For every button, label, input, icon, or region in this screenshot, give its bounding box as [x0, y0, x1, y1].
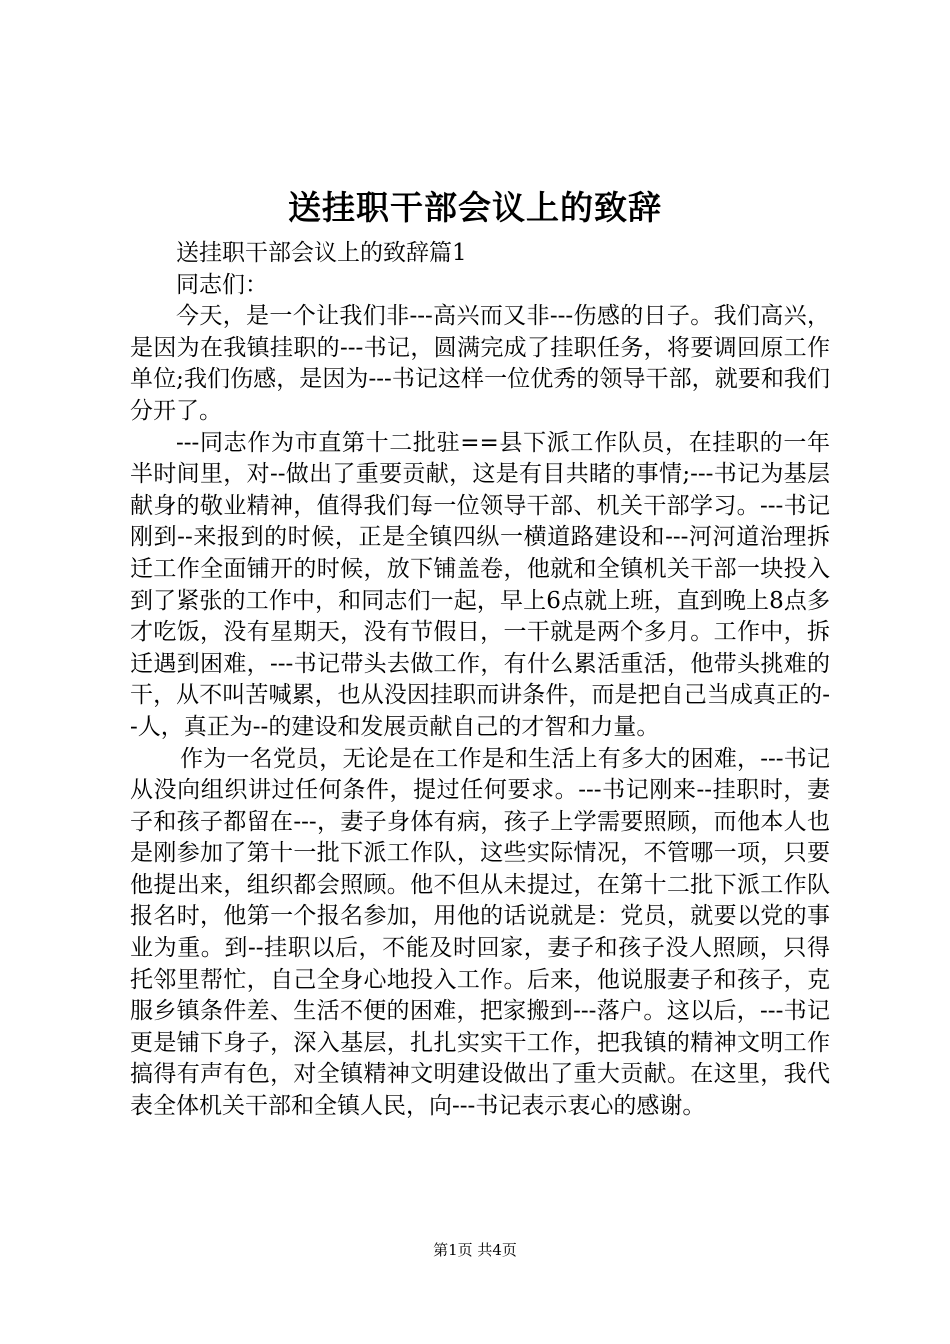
paragraph-3: 作为一名党员，无论是在工作是和生活上有多大的困难，---书记从没向组织讲过任何条件，提过任何要求。---书记刚来--挂职时，妻子和孩子都留在---，妻子身体有病，孩子上学需要照顾，而他本人也是刚参加了第十一批下派工作队，这些实际情况，不管哪一项，只要他提出来，组织都会照顾。他不但从未提过，在第十二批下派工作队报名时，他第一个报名参加，用他的话说就是：党员，就要以党的事业为重。到--挂职以后，不能及时回家，妻子和孩子没人照顾，只得托邻里帮忙，自己全身心地投入工作。后来，他说服妻子和孩子，克服乡镇条件差、生活不便的困难，把家搬到---落户。这以后，---书记更是铺下身子，深入基层，扎扎实实干工作，把我镇的精神文明工作搞得有声有色，对全镇精神文明建设做出了重大贡献。在这里，我代表全体机关干部和全镇人民，向---书记表示衷心的感谢。 — [130, 745, 830, 1120]
section-heading: 送挂职干部会议上的致辞篇1 — [176, 240, 467, 266]
salutation: 同志们： — [176, 271, 268, 298]
paragraph-2: ---同志作为市直第十二批驻==县下派工作队员，在挂职的一年半时间里，对--做出了重要贡献，这是有目共睹的事情;---书记为基层献身的敬业精神，值得我们每一位领导干部、机关干部学习。---书记刚到--来报到的时候，正是全镇四纵一横道路建设和---河河道治理拆迁工作全面铺开的时候，放下铺盖卷，他就和全镇机关干部一块投入到了紧张的工作中，和同志们一起，早上6点就上班，直到晚上8点多才吃饭，没有星期天，没有节假日，一干就是两个多月。工作中，拆迁遇到困难，---书记带头去做工作，有什么累活重活，他带头挑难的干，从不叫苦喊累，也从没因挂职而讲条件，而是把自己当成真正的--人，真正为--的建设和发展贡献自己的才智和力量。 — [130, 429, 830, 740]
page-footer: 第1页 共4页 — [433, 1241, 517, 1259]
document-title: 送挂职干部会议上的致辞 — [288, 188, 662, 227]
paragraph-1: 今天，是一个让我们非---高兴而又非---伤感的日子。我们高兴，是因为在我镇挂职的---书记，圆满完成了挂职任务，将要调回原工作单位;我们伤感，是因为---书记这样一位优秀的领导干部，就要和我们分开了。 — [130, 303, 830, 424]
document-body — [130, 238, 830, 1123]
